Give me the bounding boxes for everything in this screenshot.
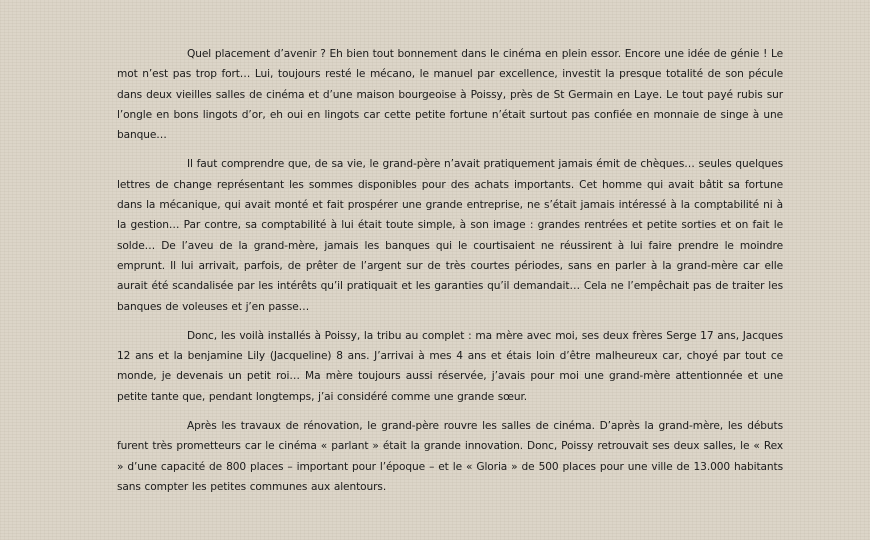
paragraph-installation-poissy: Donc, les voilà installés à Poissy, la tribu au complet : ma mère avec moi, ses deux frères Serge 17 ans, Jacques 12 ans et la benjamine Lily (Jacqueline) 8 ans. J’arrivai à mes 4 ans et étais loin d’être malheureux car, choyé par tout ce monde, je devenais un petit roi… Ma mère toujours aussi réservée, j’avais pour moi une grand-mère attentionnée et une petite tante que, pendant longtemps, j’ai considéré comme une grande sœur. bbox=[117, 329, 783, 403]
paragraph-placement: Quel placement d’avenir ? Eh bien tout bonnement dans le cinéma en plein essor. Encore une idée de génie ! Le mot n’est pas trop fort… Lui, toujours resté le mécano, le manuel par excellence, investit la presque totalité de son pécule dans deux vieilles salles de cinéma et d’une maison bourgeoise à Poissy, près de St Germain en Laye. Le tout payé rubis sur l’ongle en bons lingots d’or, eh oui en lingots car cette petite fortune n’était surtout pas confiée en monnaie de singe à une banque… bbox=[117, 48, 783, 142]
paragraph-grand-pere-finances: Il faut comprendre que, de sa vie, le grand-père n’avait pratiquement jamais émit de chèques… seules quelques lettres de change représentant les sommes disponibles pour des achats importants. Cet homme qui avait bâtit sa fortune dans la mécanique, qui avait monté et fait prospérer une grande entreprise, ne s’était jamais intéressé à la comptabilité ni à la gestion… Par contre, sa comptabilité à lui était toute simple, à son image : grandes rentrées et petite sorties et on fait le solde… De l’aveu de la grand-mère, jamais les banques qui le courtisaient ne réussirent à lui faire prendre le moindre emprunt. Il lui arrivait, parfois, de prêter de l’argent sur de très courtes périodes, sans en parler à la grand-mère car elle aurait été scandalisée par les intérêts qu’il pratiquait et les garanties qu’il demandait… Cela ne l’empêchait pas de traiter les banques de voleuses et j’en passe… bbox=[117, 158, 783, 313]
paragraph-salles-cinema: Après les travaux de rénovation, le grand-père rouvre les salles de cinéma. D’après la grand-mère, les débuts furent très prometteurs car le cinéma « parlant » était la grande innovation. Donc, Poissy retrouvait ses deux salles, le « Rex » d’une capacité de 800 places – important pour l’époque – et le « Gloria » de 500 places pour une ville de 13.000 habitants sans compter les petites communes aux alentours. bbox=[117, 420, 783, 493]
document-page bbox=[117, 44, 783, 497]
